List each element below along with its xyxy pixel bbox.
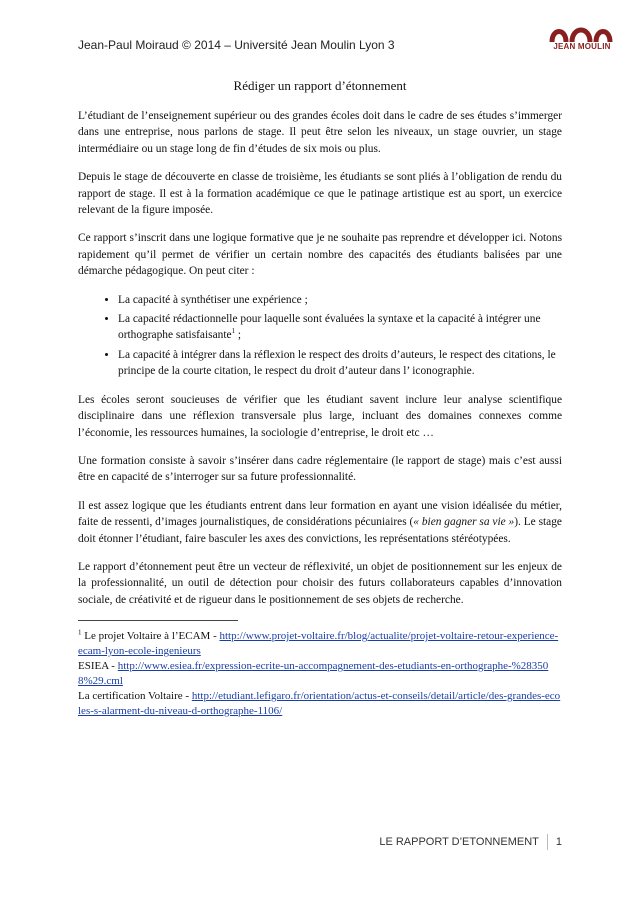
capabilities-list [78,292,562,380]
page-number: 1 [555,836,562,848]
paragraph-text: ). Le stage doit étonner l’étudiant, faire basculer les axes des convictions, les représentations stéréotypées. [78,516,562,545]
footnote-link-esiea[interactable]: http://www.esiea.fr/expression-ecrite-un-accompagnement-des-etudiants-en-orthographe-%283508%29.cml [78,660,549,688]
list-item-text: La capacité rédactionnelle pour laquelle sont évaluées la syntaxe et la capacité à intégrer une orthographe satisfaisante [118,313,541,342]
document-body [78,78,562,719]
footnote-text: ESIEA - [78,660,118,673]
footnote-1 [78,629,562,659]
university-logo [546,20,618,58]
footer-separator [547,834,548,850]
paragraph: Ce rapport s’inscrit dans une logique formative que je ne souhaite pas reprendre et développer ici. Notons rapidement qu’il permet de vérifier un certain nombre des capacités des étudiants balisées par une démarche pédagogique. On peut citer : [78,232,562,278]
footnote-text: La certification Voltaire - [78,690,192,703]
paragraph-text: Il est assez logique que les étudiants entrent dans leur formation en ayant une vision idéalisée du métier, faite de ressenti, d’images journalistiques, de considérations pécuniaires ( [78,499,562,529]
page-footer [379,834,562,850]
paragraph: Les écoles seront soucieuses de vérifier que les étudiant savent inclure leur analyse scientifique disciplinaire dans une réflexion transversale plus large, incluant des domaines connexes comme l’économie, les ressources humaines, la sociologie d’entreprise, le droit etc … [78,393,562,439]
footnote-link-voltaire-ecam[interactable]: http://www.projet-voltaire.fr/blog/actualite/projet-voltaire-retour-experience-ecam-lyon-ecole-ingenieurs [78,630,559,658]
footnote-esiea [78,659,562,689]
paragraph [78,498,562,547]
document-title: Rédiger un rapport d’étonnement [233,78,407,93]
paragraph: Depuis le stage de découverte en classe de troisième, les étudiants se sont pliés à l’obligation de rendu du rapport de stage. Il est à la formation académique ce que le patinage artistique est au sport, un exercice relevant de la figure imposée. [78,171,562,217]
footnote-figaro [78,689,562,719]
paragraph: L’étudiant de l’enseignement supérieur ou des grandes écoles doit dans le cadre de ses études s’immerger dans une entreprise, nous parlons de stage. Il peut être selon les niveaux, un stage ouvrier, un stage intermédiaire ou un stage long de fin d’études de six mois ou plus. [78,110,562,155]
footnote-link-figaro[interactable]: http://etudiant.lefigaro.fr/orientation/actus-et-conseils/detail/article/des-grandes-ecoles-s-alarment-du-niveau-d-orthographe-1106/ [78,690,561,718]
paragraph: Le rapport d’étonnement peut être un vecteur de réflexivité, un objet de positionnement sur les enjeux de la professionnalité, un outil de détection pour choisir des futurs collaborateurs capables d’innovation sociale, de créativité et de rigueur dans le positionnement de ses objets de recherche. [78,560,562,606]
logo-text: JEAN MOULIN [553,42,611,51]
list-item-end: ; [235,329,242,342]
quoted-phrase: « bien gagner sa vie » [413,516,515,529]
footnote-reference[interactable]: 1 [231,327,236,336]
footnote-number: 1 [78,628,82,637]
list-item: • La capacité à synthétiser une expérience ; [118,292,562,308]
logo-mark-icon [546,20,618,44]
footnote-text: Le projet Voltaire à l’ECAM - [81,630,220,643]
footnotes [78,629,562,719]
list-item [118,311,562,344]
list-item: • La capacité à intégrer dans la réflexion le respect des droits d’auteurs, le respect des citations, le principe de la courte citation, le respect du droit d’auteur dans l’ iconographie. [118,347,562,380]
footnote-divider [78,620,238,621]
page-header: Jean-Paul Moiraud © 2014 – Université Jean Moulin Lyon 3 [78,38,395,52]
paragraph: Une formation consiste à savoir s’insérer dans cadre réglementaire (le rapport de stage) mais c’est aussi être en capacité de s’interroger sur sa future professionnalité. [78,454,562,484]
footer-label: LE RAPPORT D’ETONNEMENT [379,836,539,848]
